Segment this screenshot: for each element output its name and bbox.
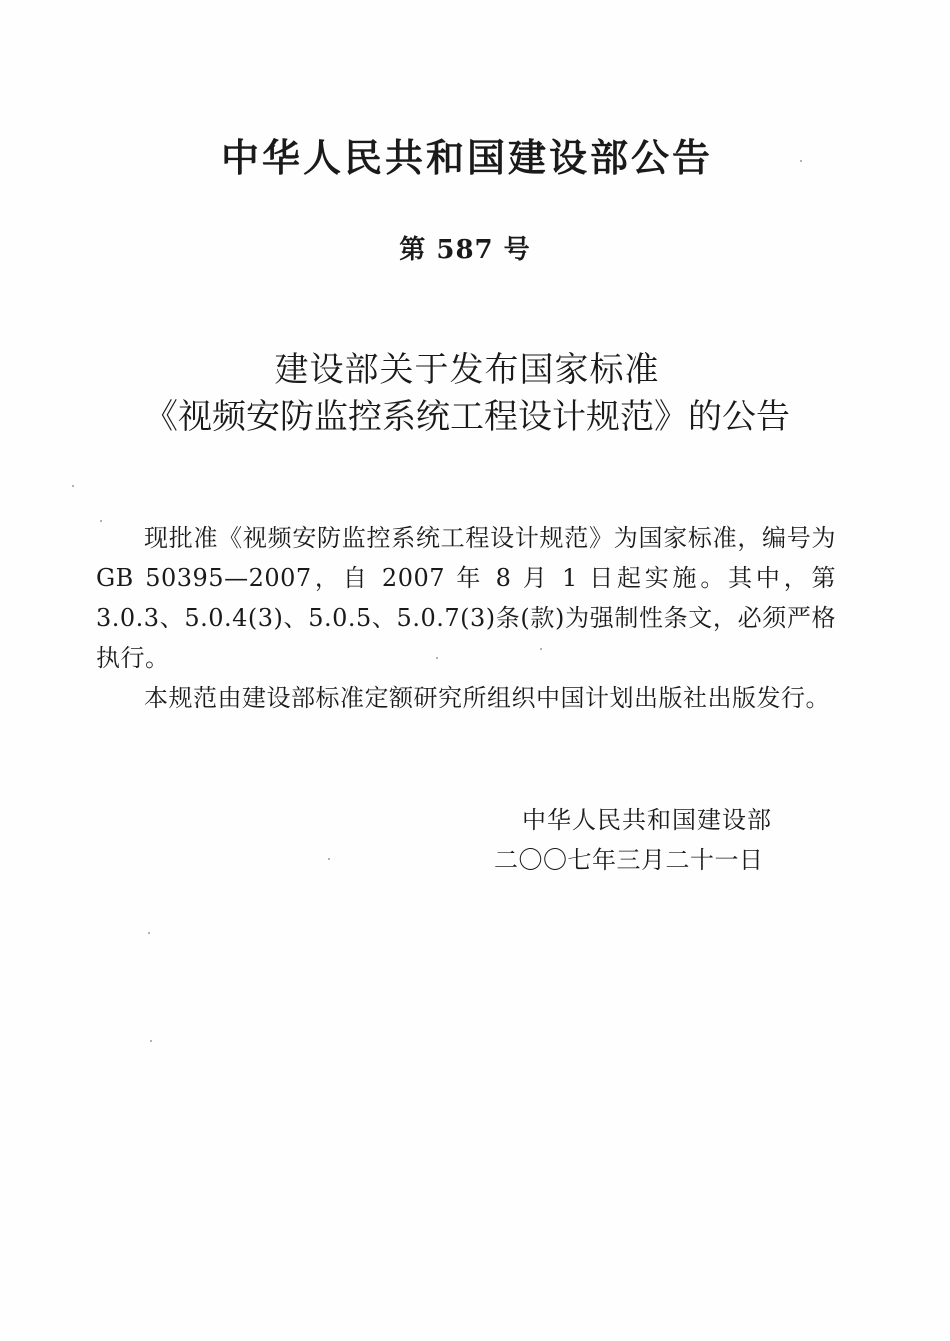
scan-speck: [800, 160, 802, 162]
scan-speck: [148, 932, 150, 934]
signature-date: 二〇〇七年三月二十一日: [494, 846, 764, 874]
body-paragraph-approval: 现批准《视频安防监控系统工程设计规范》为国家标准，编号为GB 50395—2007，自 2007 年 8 月 1 日起实施。其中，第3.0.3、5.0.4(3)、5.0.5、5.0.7(3)条(款)为强制性条文，必须严格执行。: [96, 524, 836, 672]
scan-speck: [328, 858, 330, 860]
signature-organization: 中华人民共和国建设部: [522, 806, 772, 834]
scan-speck: [540, 648, 542, 650]
scan-speck: [436, 657, 438, 659]
scan-speck: [72, 485, 74, 487]
body-paragraph-publisher: 本规范由建设部标准定额研究所组织中国计划出版社出版发行。: [144, 684, 830, 712]
announcement-title: 中华人民共和国建设部公告: [220, 136, 713, 180]
announcement-subtitle-line-1: 建设部关于发布国家标准: [274, 350, 660, 390]
scan-speck: [100, 520, 102, 522]
announcement-subtitle-line-2: 《视频安防监控系统工程设计规范》的公告: [144, 397, 790, 437]
scan-speck: [150, 1040, 152, 1042]
announcement-number: 第 587 号: [399, 235, 531, 265]
